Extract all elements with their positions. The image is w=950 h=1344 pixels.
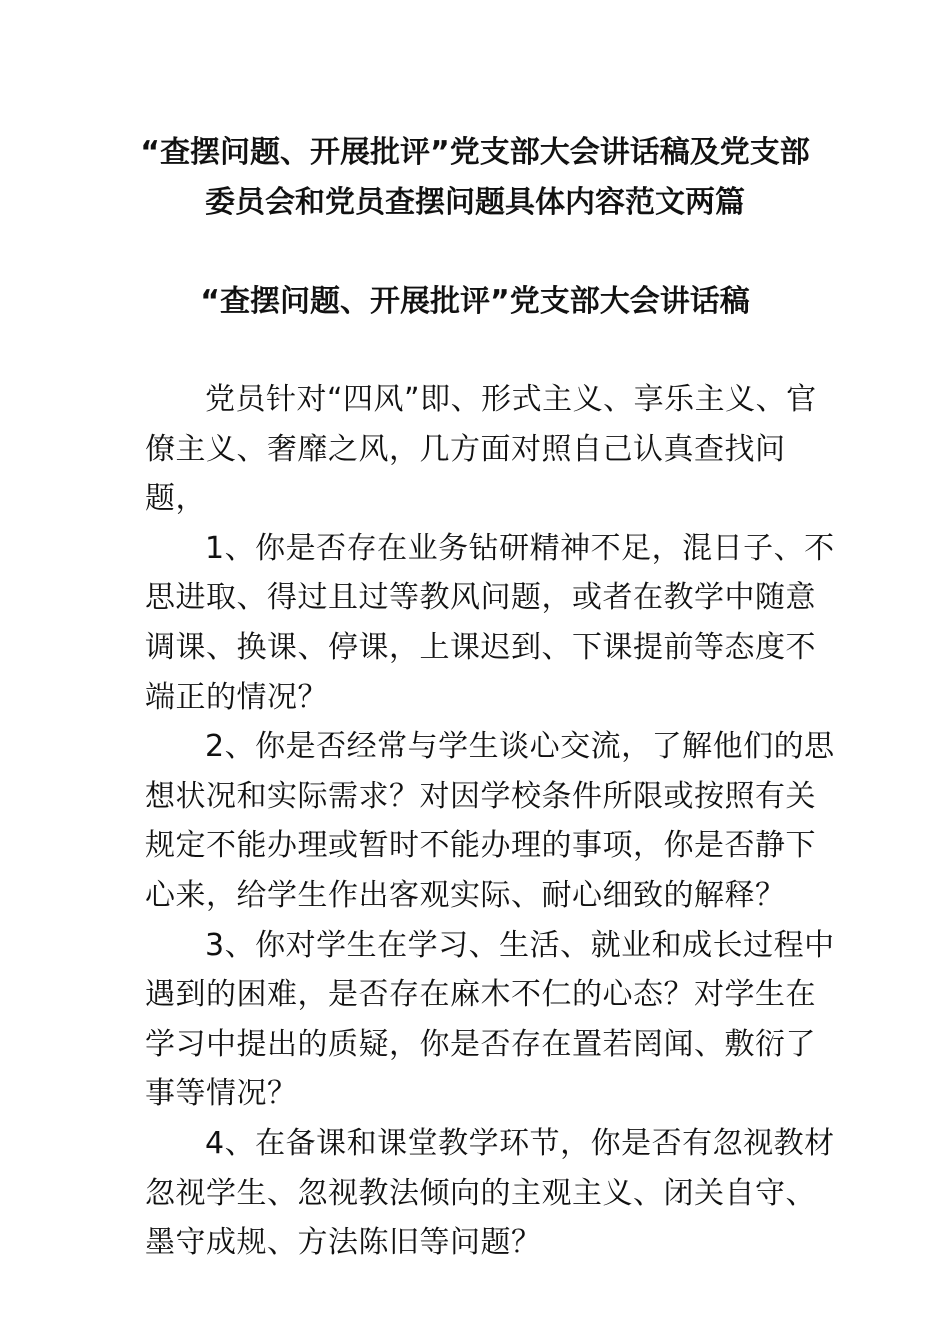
paragraph-intro: 党员针对“四风”即、形式主义、享乐主义、官僚主义、奢靡之风，几方面对照自己认真查找问题， bbox=[145, 382, 817, 517]
section-title: “查摆问题、开展批评”党支部大会讲话稿 bbox=[200, 284, 750, 319]
paragraph-item-1: 1、你是否存在业务钻研精神不足，混日子、不思进取、得过且过等教风问题，或者在教学中随意调课、换课、停课，上课迟到、下课提前等态度不端正的情况？ bbox=[145, 530, 835, 715]
paragraph-item-3: 3、你对学生在学习、生活、就业和成长过程中遇到的困难，是否存在麻木不仁的心态？对学生在学习中提出的质疑，你是否存在置若罔闻、敷衍了事等情况？ bbox=[145, 927, 835, 1112]
paragraph-item-2: 2、你是否经常与学生谈心交流，了解他们的思想状况和实际需求？对因学校条件所限或按照有关规定不能办理或暂时不能办理的事项，你是否静下心来，给学生作出客观实际、耐心细致的解释？ bbox=[145, 729, 835, 913]
document-body bbox=[145, 375, 835, 1268]
document-title-line-2: 委员会和党员查摆问题具体内容范文两篇 bbox=[205, 185, 745, 220]
paragraph-item-4: 4、在备课和课堂教学环节，你是否有忽视教材忽视学生、忽视教法倾向的主观主义、闭关自守、墨守成规、方法陈旧等问题？ bbox=[145, 1125, 835, 1261]
document-title bbox=[120, 128, 830, 228]
document-title-line-1: “查摆问题、开展批评”党支部大会讲话稿及党支部 bbox=[140, 135, 810, 170]
